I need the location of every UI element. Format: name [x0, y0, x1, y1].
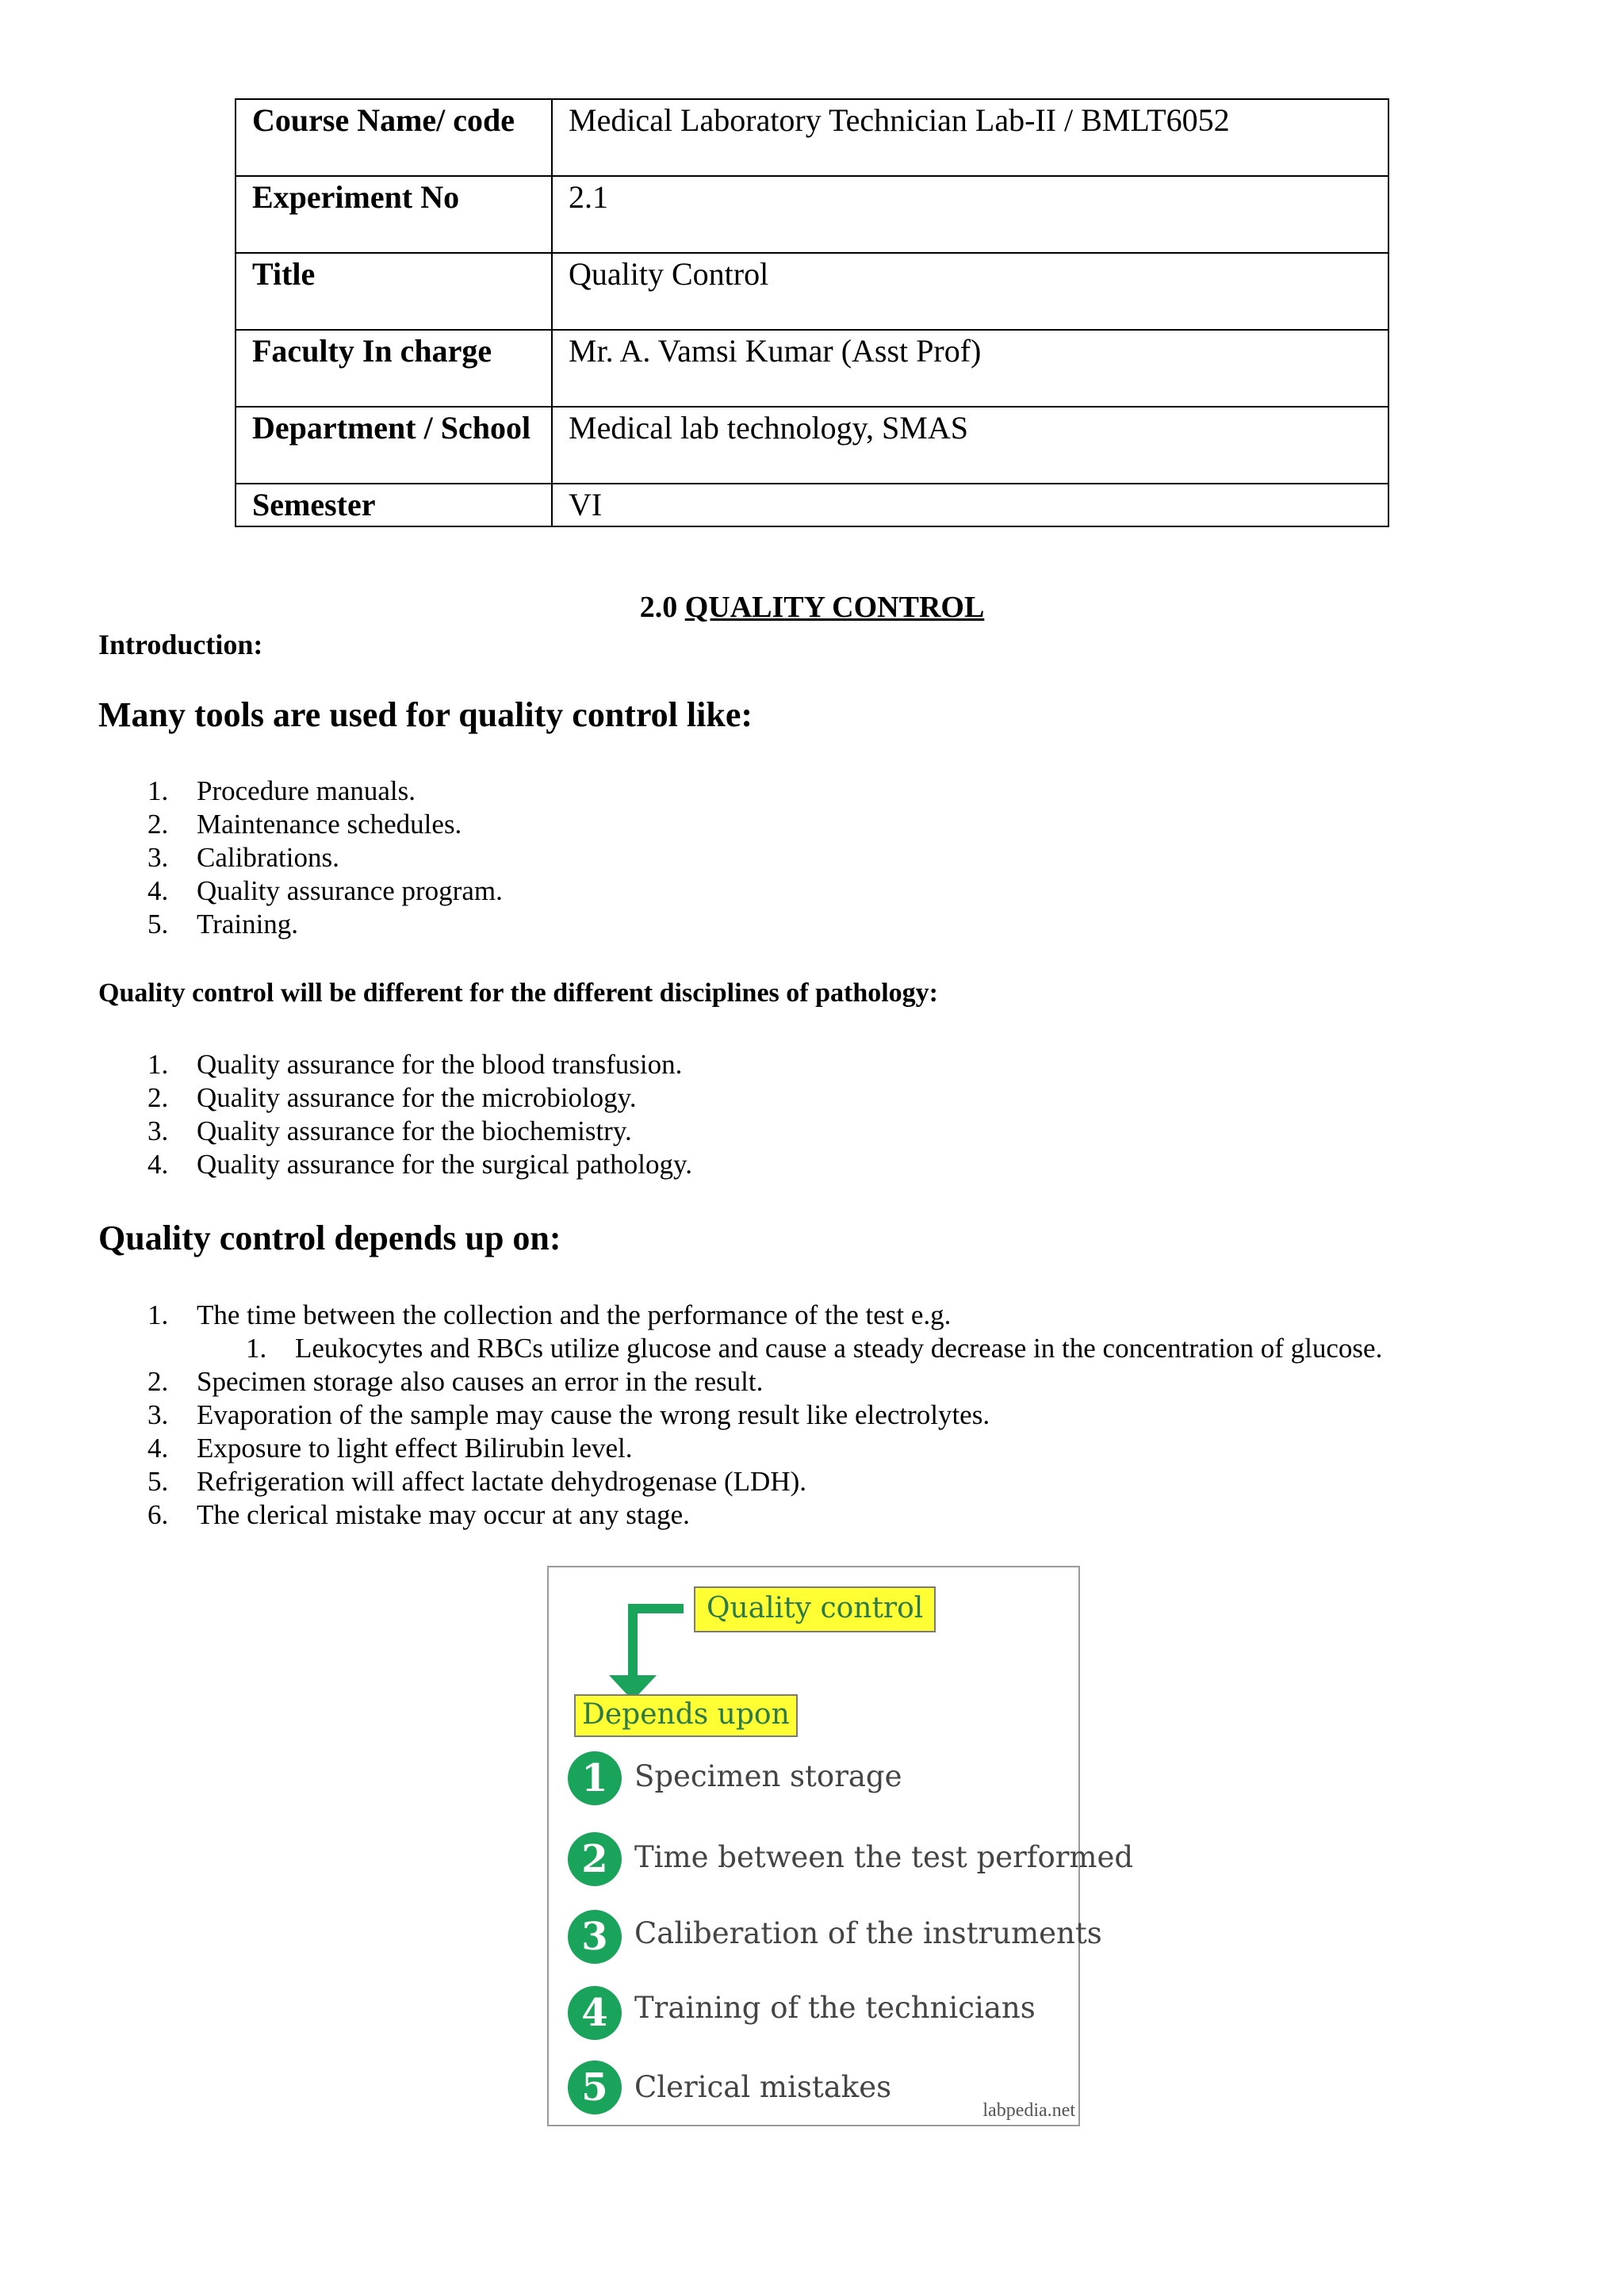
row-value: VI — [552, 484, 1388, 526]
table-row — [236, 330, 1388, 407]
step-label-4: Training of the technicians — [634, 1991, 1036, 2025]
row-label: Experiment No — [236, 176, 552, 253]
list-item: 3. Evaporation of the sample may cause the wrong result like electrolytes. — [147, 1399, 990, 1430]
depends-upon-box: Depends upon — [574, 1694, 798, 1737]
list-item: 2. Quality assurance for the microbiology. — [147, 1082, 637, 1113]
table-row — [236, 99, 1388, 176]
step-label-1: Specimen storage — [634, 1759, 902, 1793]
table-row — [236, 176, 1388, 253]
row-label: Course Name/ code — [236, 99, 552, 176]
tools-list — [98, 775, 503, 941]
step-number-3: 3 — [568, 1910, 622, 1964]
list-item: 1. Quality assurance for the blood transfusion. — [147, 1049, 683, 1080]
row-value: Medical Laboratory Technician Lab-II / BMLT6052 — [552, 99, 1388, 176]
row-label: Title — [236, 253, 552, 330]
step-number-5: 5 — [568, 2061, 622, 2114]
row-value: Quality Control — [552, 253, 1388, 330]
list-item: 5. Refrigeration will affect lactate dehydrogenase (LDH). — [147, 1466, 807, 1497]
quality-control-figure — [547, 1566, 1134, 2126]
step-label-3: Caliberation of the instruments — [634, 1916, 1102, 1950]
disciplines-list — [98, 1048, 692, 1181]
disciplines-heading: Quality control will be different for the different disciplines of pathology: — [98, 978, 938, 1008]
image-credit: labpedia.net — [982, 2100, 1075, 2121]
row-value: 2.1 — [552, 176, 1388, 253]
list-item: 6. The clerical mistake may occur at any stage. — [147, 1499, 690, 1530]
step-number-2: 2 — [568, 1832, 622, 1886]
section-title-text: QUALITY CONTROL — [684, 591, 985, 624]
table-row — [236, 407, 1388, 484]
list-item: 3. Calibrations. — [147, 842, 339, 873]
section-number: 2.0 — [639, 591, 678, 624]
table-row — [236, 484, 1388, 526]
list-item: 5. Training. — [147, 909, 299, 939]
depends-heading: Quality control depends up on: — [98, 1219, 561, 1257]
list-item: 4. Quality assurance for the surgical pathology. — [147, 1149, 692, 1180]
row-label: Department / School — [236, 407, 552, 484]
row-label: Faculty In charge — [236, 330, 552, 407]
row-value: Mr. A. Vamsi Kumar (Asst Prof) — [552, 330, 1388, 407]
course-info-table — [235, 98, 1389, 527]
list-item: 3. Quality assurance for the biochemistry. — [147, 1115, 632, 1146]
depends-list — [98, 1299, 1382, 1532]
tools-heading: Many tools are used for quality control like: — [98, 695, 753, 734]
table-row — [236, 253, 1388, 330]
list-item: 2. Specimen storage also causes an error in the result. — [147, 1366, 764, 1397]
list-item: 2. Maintenance schedules. — [147, 809, 462, 840]
quality-control-box: Quality control — [694, 1586, 936, 1632]
step-number-1: 1 — [568, 1751, 622, 1805]
list-item: 4. Quality assurance program. — [147, 875, 503, 906]
row-label: Semester — [236, 484, 552, 526]
intro-label: Introduction: — [98, 629, 263, 660]
list-subitem: 1. Leukocytes and RBCs utilize glucose and cause a steady decrease in the concentration of glucose. — [246, 1333, 1383, 1364]
section-title — [0, 590, 1624, 625]
step-label-5: Clerical mistakes — [634, 2070, 892, 2104]
step-number-4: 4 — [568, 1986, 622, 2040]
row-value: Medical lab technology, SMAS — [552, 407, 1388, 484]
list-item: 1. The time between the collection and the performance of the test e.g. — [147, 1299, 952, 1330]
list-item: 4. Exposure to light effect Bilirubin level. — [147, 1433, 633, 1464]
step-label-2: Time between the test performed — [634, 1840, 1134, 1874]
list-item: 1. Procedure manuals. — [147, 775, 416, 806]
